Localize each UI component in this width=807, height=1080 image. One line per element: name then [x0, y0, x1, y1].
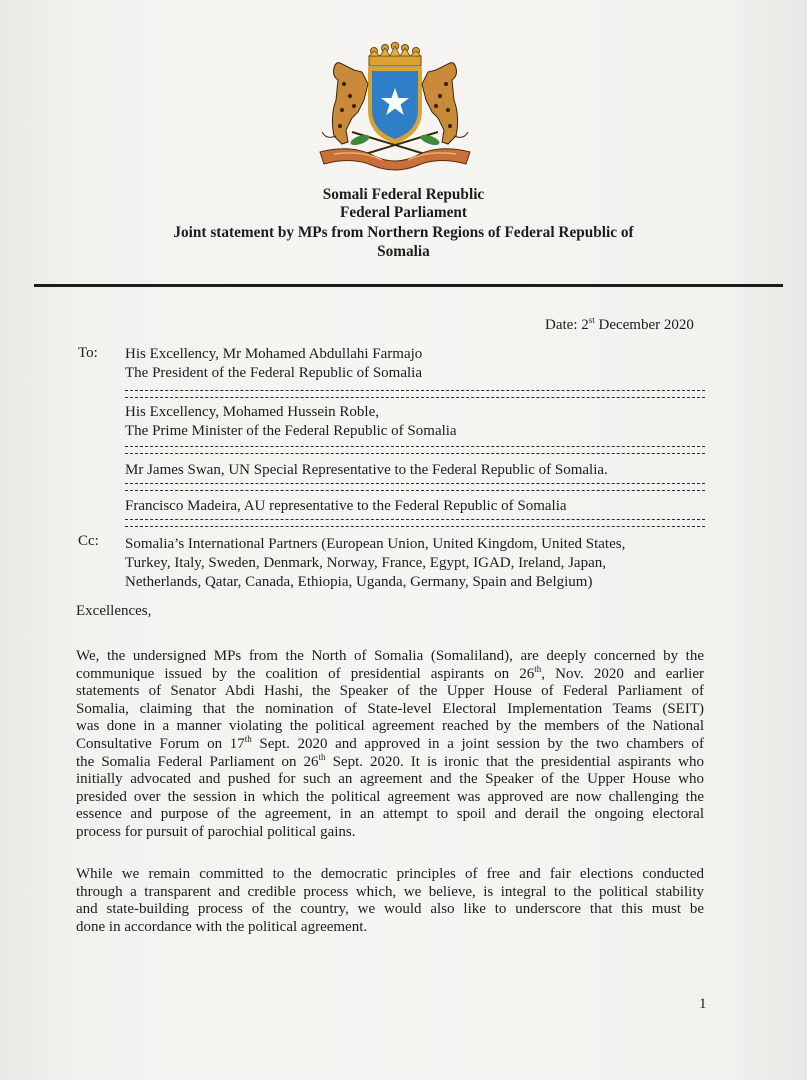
recipient-president — [125, 345, 422, 383]
cc-label: Cc: — [78, 533, 99, 549]
paragraph-line: We, the undersigned MPs from the North of Somalia (Somaliland), are deeply concerned by the — [76, 648, 704, 664]
paragraph-line: statements of Senator Abdi Hashi, the Speaker of the Upper House of Federal Parliament of — [76, 683, 704, 700]
to-label: To: — [78, 345, 98, 361]
paragraph-line: communique issued by the coalition of presidential aspirants on 26th, Nov. 2020 and earlier — [76, 663, 704, 682]
right-leopard — [422, 63, 468, 144]
dashed-separator — [125, 526, 705, 527]
cc-line: Somalia’s International Partners (European Union, United Kingdom, United States, — [125, 536, 626, 552]
header-country: Somali Federal Republic — [322, 186, 485, 203]
shield — [368, 67, 422, 144]
paragraph-line: initially advocated and pushed for such an agreement and the Speaker of the Upper House who — [76, 771, 704, 788]
recipient-title: The President of the Federal Republic of Somalia — [125, 365, 423, 381]
crown — [369, 42, 421, 66]
dashed-separator — [125, 446, 705, 447]
left-leopard — [322, 63, 368, 144]
paragraph-line: done in accordance with the political agreement. — [76, 918, 368, 935]
cc-line: Turkey, Italy, Sweden, Denmark, Norway, France, Egypt, IGAD, Ireland, Japan, — [125, 555, 606, 571]
paragraph-line: essence and purpose of the agreement, in an attempt to spoil and derail the ongoing electoral — [76, 806, 704, 823]
paragraph-line: through a transparent and credible process which, we believe, is integral to the political stability — [76, 883, 704, 900]
header-title-continued: Somalia — [377, 243, 430, 260]
recipient-name: Mr James Swan, UN Special Representative to the Federal Republic of Somalia. — [125, 462, 608, 478]
paragraph-line: Consultative Forum on 17th Sept. 2020 and approved in a joint session by the two chambers of — [76, 733, 704, 752]
dashed-separator — [125, 490, 705, 491]
recipient-name: Francisco Madeira, AU representative to the Federal Republic of Somalia — [125, 498, 567, 514]
recipient-name: His Excellency, Mohamed Hussein Roble, — [125, 404, 379, 420]
page-number: 1 — [699, 996, 707, 1012]
paragraph-line: Somalia, claiming that the nomination of State-level Electoral Implementation Teams (SEIT) — [76, 700, 704, 717]
dashed-separator — [125, 519, 705, 520]
cc-recipients — [125, 535, 625, 592]
recipient-un-representative — [125, 461, 608, 480]
salutation: Excellences, — [76, 603, 152, 619]
header-divider — [34, 284, 783, 287]
paragraph-line: was done in a manner violating the political agreement reached by the members of the National — [76, 718, 704, 735]
document-date: Date: 2st December 2020 — [545, 315, 694, 333]
ribbon — [320, 149, 470, 170]
paragraph-line: While we remain committed to the democratic principles of free and fair elections conducted — [76, 866, 704, 882]
paragraph-line: process for pursuit of parochial political gains. — [76, 823, 356, 840]
recipient-au-representative — [125, 497, 567, 516]
paragraph-line: presided over the session in which the political agreement was approved are now challenging the — [76, 788, 704, 805]
paragraph-line: the Somalia Federal Parliament on 26th Sept. 2020. It is ironic that the presidential aspirants who — [76, 751, 704, 770]
body-paragraph-1 — [76, 648, 704, 842]
coat-of-arms-emblem — [312, 40, 478, 172]
cc-line: Netherlands, Qatar, Canada, Ethiopia, Uganda, Germany, Spain and Belgium) — [125, 574, 593, 590]
header-title: Joint statement by MPs from Northern Regions of Federal Republic of — [173, 224, 634, 241]
dashed-separator — [125, 483, 705, 484]
recipient-prime-minister — [125, 403, 457, 441]
paragraph-line: and state-building process of the country, we would also like to underscore that this must be — [76, 901, 704, 918]
dashed-separator — [125, 453, 705, 454]
dashed-separator — [125, 397, 705, 398]
header-parliament: Federal Parliament — [339, 204, 467, 221]
body-paragraph-2 — [76, 866, 704, 936]
recipient-title: The Prime Minister of the Federal Republic of Somalia — [125, 423, 457, 439]
dashed-separator — [125, 390, 705, 391]
recipient-name: His Excellency, Mr Mohamed Abdullahi Farmajo — [125, 346, 423, 362]
